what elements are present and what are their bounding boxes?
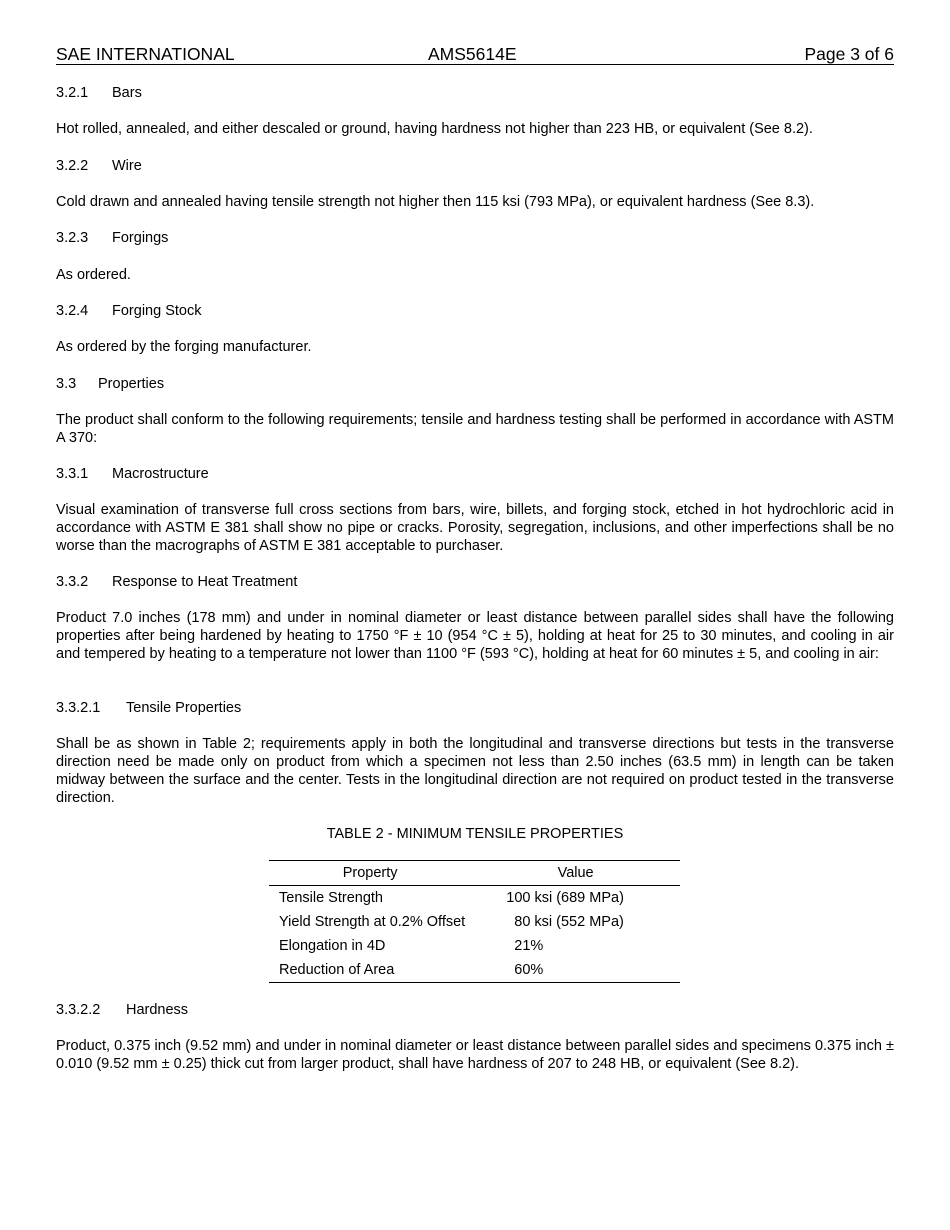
property-cell: Yield Strength at 0.2% Offset (279, 914, 466, 930)
table-header-row (269, 861, 680, 886)
section-number: 3.2.4 (56, 303, 89, 319)
column-header-property: Property (269, 861, 471, 886)
section-title: Properties (98, 376, 165, 392)
section-heading-3-3-2-1 (56, 699, 894, 717)
section-body-3-2-4: As ordered by the forging manufacturer. (56, 339, 312, 355)
value-cell: 60% (471, 958, 680, 983)
page-header (56, 44, 894, 65)
section-body-3-2-1: Hot rolled, annealed, and either descaled or ground, having hardness not higher than 223 HB, or equivalent (See 8.2). (56, 121, 813, 137)
section-body-3-3-2: Product 7.0 inches (178 mm) and under in nominal diameter or least distance between parallel sides shall have the following properties after being hardened by heating to 1750 °F ± 10 (954 °C ± 5), holding at heat for 25 to 30 minutes, and cooling in air and tempered by heating to a temperature not lower than 1100 °F (593 °C), holding at heat for 60 minutes ± 5, and cooling in air: (56, 610, 894, 662)
section-number: 3.2.3 (56, 230, 89, 246)
header-page-number: Page 3 of 6 (804, 44, 894, 64)
table-row (269, 958, 680, 983)
section-title: Forgings (112, 230, 169, 246)
section-heading-3-2-3 (56, 229, 894, 247)
section-title: Bars (112, 85, 142, 101)
section-body-3-2-2: Cold drawn and annealed having tensile strength not higher then 115 ksi (793 MPa), or equivalent hardness (See 8.3). (56, 194, 815, 210)
property-cell: Elongation in 4D (279, 938, 386, 954)
section-number: 3.3.2 (56, 574, 89, 590)
section-title: Response to Heat Treatment (112, 574, 298, 590)
section-title: Tensile Properties (126, 700, 242, 716)
property-cell: Tensile Strength (279, 890, 383, 906)
column-header-value: Value (471, 861, 680, 886)
section-title: Forging Stock (112, 303, 202, 319)
header-doc-id: AMS5614E (428, 44, 517, 64)
table-row (269, 910, 680, 934)
header-org: SAE INTERNATIONAL (56, 44, 235, 64)
section-number: 3.2.2 (56, 158, 89, 174)
tensile-properties-table (269, 860, 680, 983)
section-body-3-3: The product shall conform to the following requirements; tensile and hardness testing shall be performed in accordance with ASTM A 370: (56, 412, 894, 446)
section-body-3-3-2-1: Shall be as shown in Table 2; requirements apply in both the longitudinal and transverse directions but tests in the transverse direction need be made only on product from which a specimen not less than 2.50 inches (63.5 mm) in length can be taken midway between the surface and the center. Tests in the longitudinal direction are not required on product tested in the transverse direction. (56, 736, 894, 806)
table-row (269, 934, 680, 958)
section-heading-3-3-1 (56, 465, 894, 483)
section-number: 3.3.2.2 (56, 1002, 101, 1018)
section-heading-3-2-2 (56, 157, 894, 175)
value-cell: 100 ksi (689 MPa) (506, 890, 624, 906)
section-number: 3.3 (56, 376, 77, 392)
section-heading-3-2-4 (56, 302, 894, 320)
section-number: 3.2.1 (56, 85, 89, 101)
table-caption: TABLE 2 - MINIMUM TENSILE PROPERTIES (326, 826, 624, 842)
value-cell: 21% (514, 938, 544, 954)
section-number: 3.3.2.1 (56, 700, 101, 716)
section-body-3-3-2-2: Product, 0.375 inch (9.52 mm) and under in nominal diameter or least distance between parallel sides and specimens 0.375 inch ± 0.010 (9.52 mm ± 0.25) thick cut from larger product, shall have hardness of 207 to 248 HB, or equivalent (See 8.2). (56, 1038, 894, 1072)
section-title: Hardness (126, 1002, 189, 1018)
section-title: Macrostructure (112, 466, 209, 482)
section-body-3-2-3: As ordered. (56, 267, 131, 283)
section-heading-3-3-2 (56, 573, 894, 591)
section-heading-3-3-2-2 (56, 1001, 894, 1019)
section-heading-3-3 (56, 375, 894, 393)
value-cell: 80 ksi (552 MPa) (514, 914, 624, 930)
table-row (269, 886, 680, 911)
section-body-3-3-1: Visual examination of transverse full cross sections from bars, wire, billets, and forging stock, etched in hot hydrochloric acid in accordance with ASTM E 381 shall show no pipe or cracks. Porosity, segregation, inclusions, and other imperfections shall be no worse than the macrographs of ASTM E 381 acceptable to purchaser. (56, 502, 894, 554)
section-heading-3-2-1 (56, 84, 894, 102)
section-number: 3.3.1 (56, 466, 89, 482)
section-title: Wire (112, 158, 142, 174)
property-cell: Reduction of Area (269, 958, 471, 983)
